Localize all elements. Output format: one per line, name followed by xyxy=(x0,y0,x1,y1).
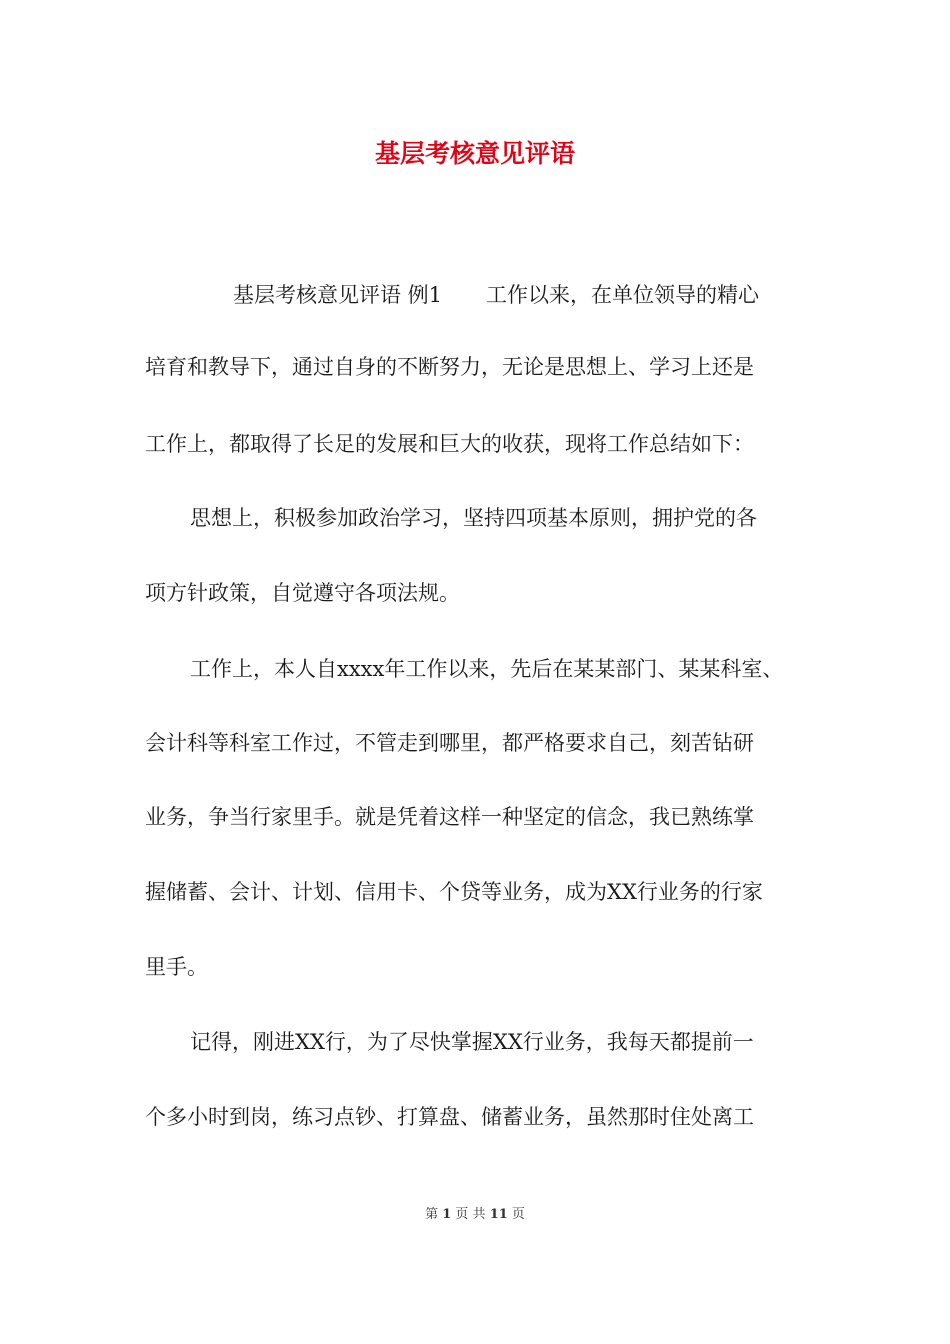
footer-prefix: 第 xyxy=(425,1207,439,1222)
paragraph-line: 业务，争当行家里手。就是凭着这样一种坚定的信念，我已熟练掌 xyxy=(145,805,754,829)
paragraph-line: 握储蓄、会计、计划、信用卡、个贷等业务，成为XX行业务的行家 xyxy=(145,880,763,904)
paragraph-line: 会计科等科室工作过，不管走到哪里，都严格要求自己，刻苦钻研 xyxy=(145,731,754,755)
footer-suffix: 页 xyxy=(511,1207,525,1222)
paragraph-line: 工作上，本人自xxxx年工作以来，先后在某某部门、某某科室、 xyxy=(190,657,784,681)
paragraph-line: 工作上，都取得了长足的发展和巨大的收获，现将工作总结如下： xyxy=(145,432,754,456)
first-line xyxy=(233,280,903,310)
example-heading: 基层考核意见评语 例1 xyxy=(233,283,443,307)
first-line-text: 工作以来，在单位领导的精心 xyxy=(486,283,760,307)
paragraph-line: 项方针政策，自觉遵守各项法规。 xyxy=(145,581,460,605)
paragraph-line: 里手。 xyxy=(145,955,208,979)
page-footer xyxy=(0,1205,950,1225)
footer-page-number: 1 xyxy=(442,1207,452,1222)
paragraph-line: 培育和教导下，通过自身的不断努力，无论是思想上、学习上还是 xyxy=(145,355,754,379)
footer-total-pages: 11 xyxy=(489,1207,508,1222)
footer-middle: 页 共 xyxy=(455,1207,486,1222)
document-title: 基层考核意见评语 xyxy=(374,139,575,168)
paragraph-line: 个多小时到岗，练习点钞、打算盘、储蓄业务，虽然那时住处离工 xyxy=(145,1105,754,1129)
paragraph-line: 记得，刚进XX行，为了尽快掌握XX行业务，我每天都提前一 xyxy=(190,1030,754,1054)
paragraph-line: 思想上，积极参加政治学习，坚持四项基本原则，拥护党的各 xyxy=(190,506,757,530)
